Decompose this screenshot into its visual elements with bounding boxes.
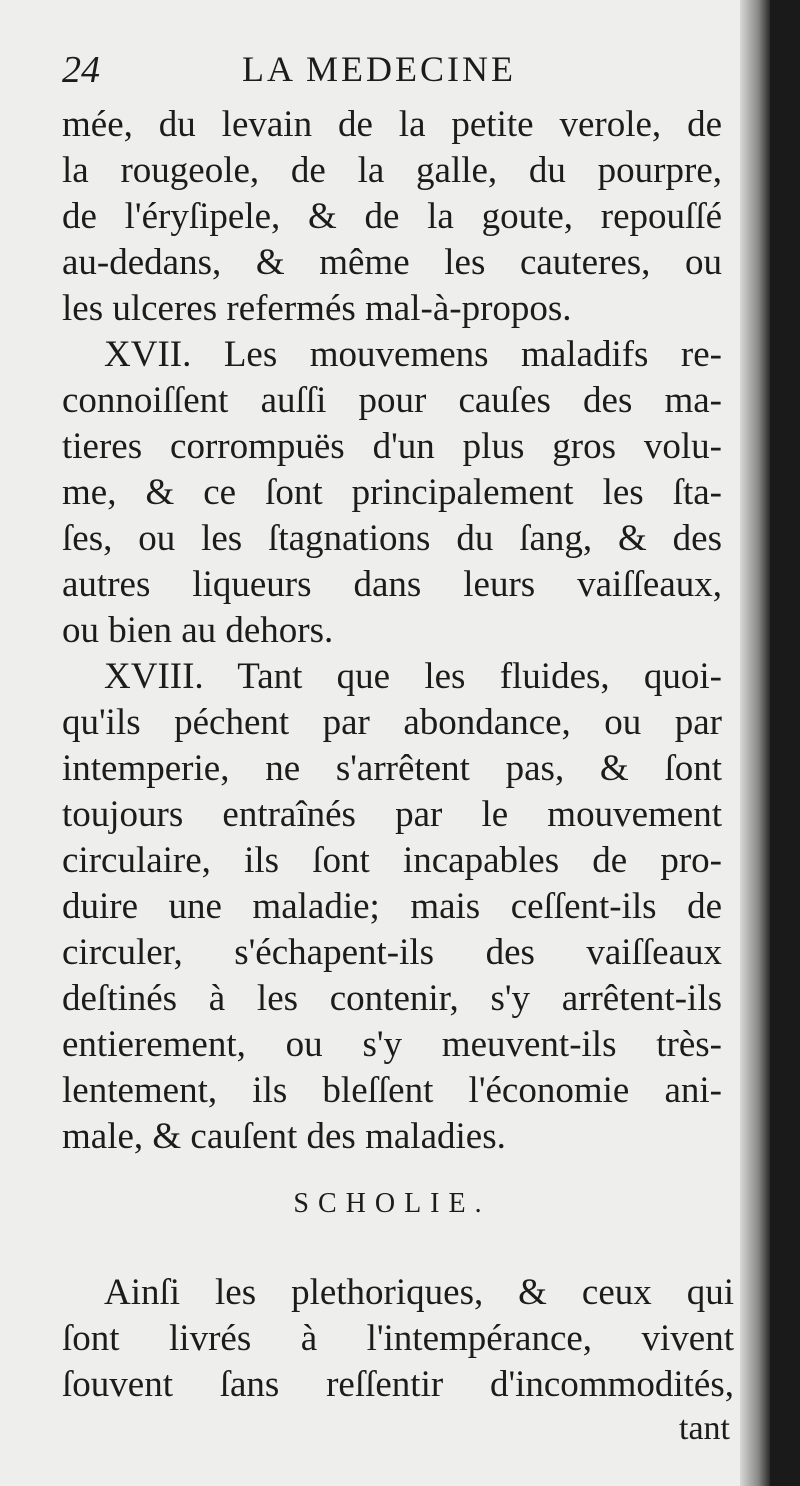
text-line: deſtinés à les contenir, s'y arrêtent-ils [62, 978, 722, 1019]
text-line: au-dedans, & même les cauteres, ou [62, 242, 722, 283]
text-line: mée, du levain de la petite verole, de [62, 104, 722, 145]
text-line: la rougeole, de la galle, du pourpre, [62, 150, 722, 191]
article-xviii-start: XVIII. Tant que les fluides, quoi- [104, 656, 722, 697]
text-line: intemperie, ne s'arrêtent pas, & ſont [62, 748, 722, 789]
scholie-heading: SCHOLIE. [293, 1188, 491, 1219]
body-text [62, 102, 722, 1160]
page-edge-shadow [740, 0, 770, 1486]
text-line: ſont livrés à l'intempérance, vivent [62, 1318, 734, 1359]
catchword: tant [679, 1410, 730, 1447]
text-line: de l'éryſipele, & de la goute, repouſſé [62, 196, 722, 237]
text-line: me, & ce ſont principalement les ſta- [62, 472, 722, 513]
scholie-text [62, 1270, 734, 1408]
running-head [62, 48, 722, 96]
running-title: LA MEDECINE [242, 49, 516, 89]
text-line: connoiſſent auſſi pour cauſes des ma- [62, 380, 722, 421]
text-line: autres liqueurs dans leurs vaiſſeaux, [62, 564, 722, 605]
text-line: Ainſi les plethoriques, & ceux qui [104, 1272, 734, 1313]
text-line: male, & cauſent des maladies. [62, 1116, 506, 1157]
article-xvii-start: XVII. Les mouvemens maladifs re- [104, 334, 722, 375]
text-line: toujours entraînés par le mouvement [62, 794, 722, 835]
text-line: duire une maladie; mais ceſſent-ils de [62, 886, 722, 927]
text-line: ſes, ou les ſtagnations du ſang, & des [62, 518, 722, 559]
text-line: qu'ils péchent par abondance, ou par [62, 702, 722, 743]
text-line: entierement, ou s'y meuvent-ils très- [62, 1024, 722, 1065]
text-line: lentement, ils bleſſent l'économie ani- [62, 1070, 722, 1111]
text-line: circulaire, ils ſont incapables de pro- [62, 840, 722, 881]
page-number: 24 [62, 49, 100, 91]
text-line: circuler, s'échapent-ils des vaiſſeaux [62, 932, 722, 973]
text-line: ſouvent ſans reſſentir d'incommodités, [62, 1364, 734, 1405]
text-line: tieres corrompuës d'un plus gros volu- [62, 426, 722, 467]
text-line: ou bien au dehors. [62, 610, 334, 651]
text-line: les ulceres refermés mal-à-propos. [62, 288, 572, 329]
